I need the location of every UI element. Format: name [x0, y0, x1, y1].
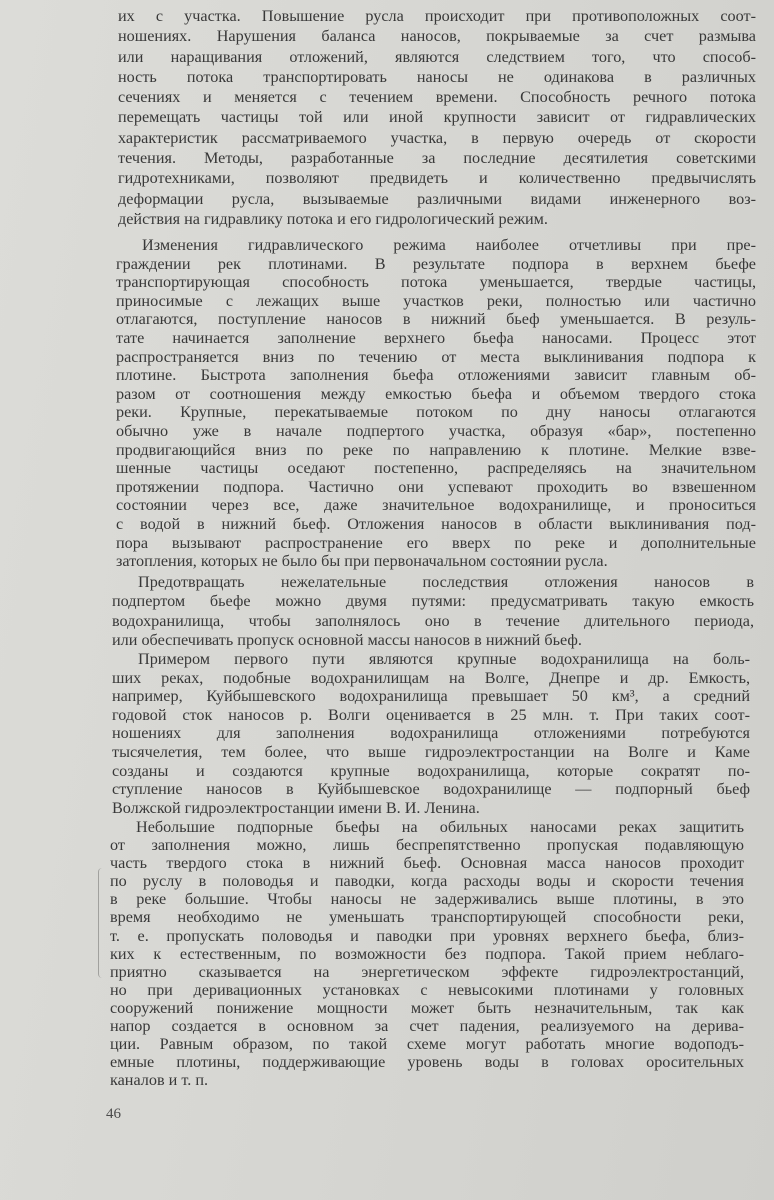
text-line: транспортирующая способность потока уменьшается, твердые частицы,	[116, 273, 756, 292]
text-line: распространяется вниз по течению от места выклинивания подпора к	[116, 347, 756, 366]
paragraph	[118, 6, 756, 229]
text-line: продвигающийся вниз по реке по направлению к плотине. Мелкие взве-	[116, 440, 756, 459]
text-line: разом от соотношения между емкостью бьефа и объемом твердого стока	[116, 384, 756, 403]
text-line: ношениях. Нарушения баланса наносов, покрываемые за счет размыва	[118, 27, 756, 46]
text-line: часть твердого стока в нижний бьеф. Основная масса наносов проходит	[110, 854, 744, 873]
text-line: действия на гидравлику потока и его гидрологический режим.	[118, 209, 548, 228]
text-line: шенные частицы оседают постепенно, распределяясь на значительном	[116, 459, 756, 478]
text-line: гидротехниками, позволяют предвидеть и количественно предвычислять	[118, 169, 756, 188]
text-line: перемещать частицы той или иной крупности зависит от гидравлических	[118, 108, 756, 127]
text-line: тысячелетия, тем более, что выше гидроэлектростанции на Волге и Каме	[112, 742, 750, 761]
paragraph	[116, 236, 756, 571]
text-line: годовой сток наносов р. Волги оценивается в 25 млн. т. При таких соот-	[112, 705, 750, 724]
page-number: 46	[106, 1106, 121, 1122]
paragraph	[112, 650, 750, 817]
text-line: состоянии через все, даже значительное водохранилище, и проноситься	[116, 496, 756, 515]
text-line: отлагаются, поступление наносов в нижний бьеф уменьшается. В резуль-	[116, 310, 756, 329]
text-line: течения. Методы, разработанные за последние десятилетия советскими	[118, 149, 756, 168]
text-line: от заполнения можно, лишь беспрепятственно пропуская подавляющую	[110, 836, 744, 855]
text-line: ношениях для заполнения водохранилища отложениями потребуются	[112, 724, 750, 743]
pencil-margin-mark	[98, 868, 105, 978]
text-line: ступление наносов в Куйбышевское водохранилище — подпорный бьеф	[112, 780, 750, 799]
text-line: сооружений понижение мощности может быть незначительным, так как	[110, 998, 744, 1017]
text-line: тате начинается заполнение верхнего бьефа наносами. Процесс этот	[116, 328, 756, 347]
text-line: по руслу в половодья и паводки, когда расходы воды и скорости течения	[110, 872, 744, 891]
text-line: характеристик рассматриваемого участка, в первую очередь от скорости	[118, 128, 756, 147]
text-line: пора вызывают распространение его вверх по реке и дополнительные	[116, 533, 756, 552]
text-line: напор создается в основном за счет падения, реализуемого на дерива-	[110, 1017, 744, 1036]
text-line: водохранилища, чтобы заполнялось оно в течение длительного периода,	[112, 611, 754, 630]
text-line: реки. Крупные, перекатываемые потоком по дну наносы отлагаются	[116, 403, 756, 422]
text-line: Предотвращать нежелательные последствия отложения наносов в	[138, 573, 754, 591]
text-line: или обеспечивать пропуск основной массы наносов в нижний бьеф.	[112, 630, 582, 649]
text-line: Небольшие подпорные бьефы на обильных наносами реках защитить	[136, 818, 744, 836]
text-line: обычно уже в начале подпертого участка, образуя «бар», постепенно	[116, 421, 756, 440]
text-line: Примером первого пути являются крупные водохранилища на боль-	[138, 650, 750, 668]
text-line: подпертом бьефе можно двумя путями: предусматривать такую емкость	[112, 592, 754, 611]
text-line: т. е. пропускать половодья и паводки при уровнях верхнего бьефа, близ-	[110, 926, 744, 945]
text-line: сечениях и меняется с течением времени. Способность речного потока	[118, 88, 756, 107]
text-line: емные плотины, поддерживающие уровень воды в головах оросительных	[110, 1053, 744, 1072]
text-line: каналов и т. п.	[110, 1071, 209, 1090]
text-line: ких к естественным, по возможности без подпора. Такой прием неблаго-	[110, 944, 744, 963]
text-line: или наращивания отложений, являются следствием того, что способ-	[118, 47, 756, 66]
text-line: приносимые с лежащих выше участков реки, полностью или частично	[116, 291, 756, 310]
text-line: их с участка. Повышение русла происходит при противоположных соот-	[118, 7, 756, 25]
text-line: ших реках, подобные водохранилищам на Волге, Днепре и др. Емкость,	[112, 668, 750, 687]
text-line: приятно сказывается на энергетическом эффекте гидроэлектростанций,	[110, 962, 744, 981]
paragraph	[110, 818, 744, 1089]
text-line: плотине. Быстрота заполнения бьефа отложениями зависит главным об-	[116, 366, 756, 385]
text-line: граждении рек плотинами. В результате подпора в верхнем бьефе	[116, 254, 756, 273]
paragraph	[112, 573, 754, 650]
text-line: ность потока транспортировать наносы не одинакова в различных	[118, 67, 756, 86]
text-line: с водой в нижний бьеф. Отложения наносов в области выклинивания под-	[116, 514, 756, 533]
text-line: Изменения гидравлического режима наиболее отчетливы при пре-	[142, 236, 756, 254]
text-line: время необходимо не уменьшать транспортирующей способности реки,	[110, 908, 744, 927]
text-line: но при деривационных установках с невысокими плотинами у головных	[110, 980, 744, 999]
text-line: в реке большие. Чтобы наносы не задерживались выше плотины, в это	[110, 890, 744, 909]
text-line: затопления, которых не было бы при первоначальном состоянии русла.	[116, 552, 608, 571]
text-line: деформации русла, вызываемые различными видами инженерного воз-	[118, 189, 756, 208]
text-line: например, Куйбышевского водохранилища превышает 50 км³, а средний	[112, 687, 750, 706]
text-line: ции. Равным образом, по такой схеме могут работать многие водоподъ-	[110, 1035, 744, 1054]
text-line: Волжской гидроэлектростанции имени В. И. Ленина.	[112, 798, 480, 817]
text-line: протяжении подпора. Частично они успевают проходить во взвешенном	[116, 477, 756, 496]
text-line: созданы и создаются крупные водохранилища, которые сократят по-	[112, 761, 750, 780]
